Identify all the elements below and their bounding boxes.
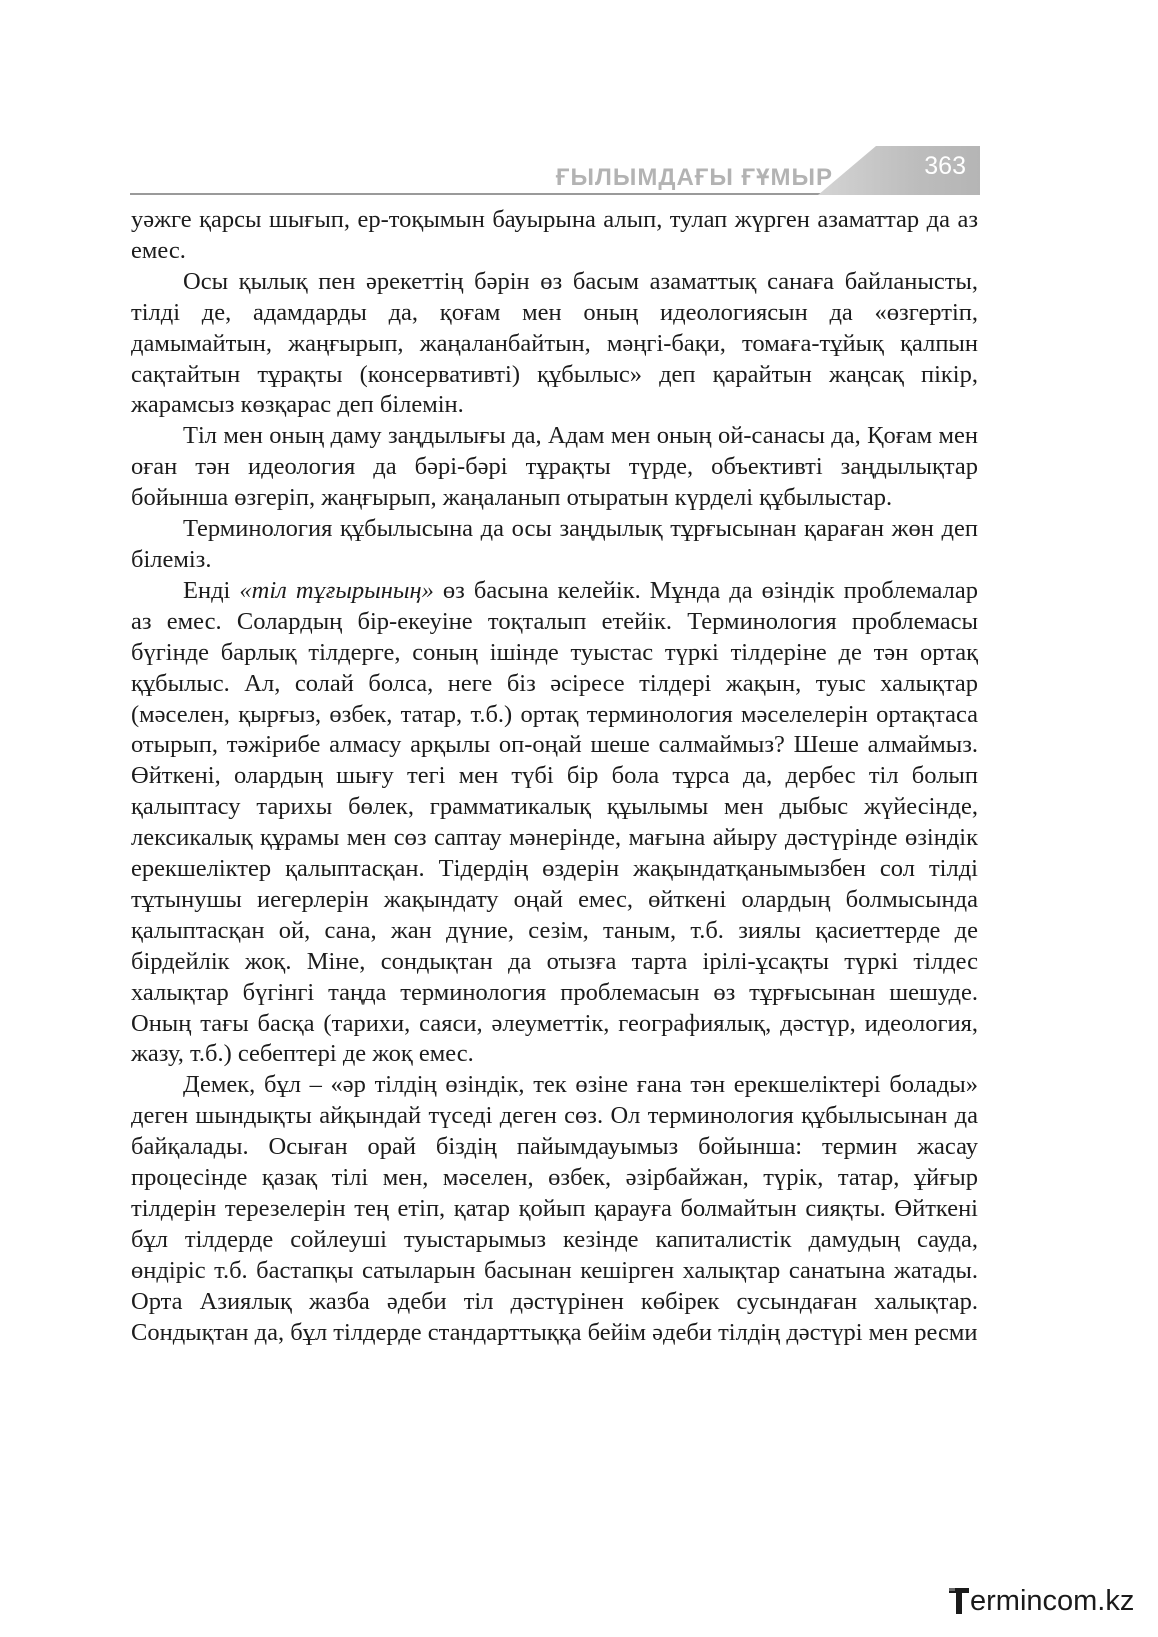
paragraph-1: уәжге қарсы шығып, ер-тоқымын бауырына алып, тулап жүрген азаматтар да аз емес.: [131, 206, 978, 264]
paragraph-5-rest: өз басына келейік. Мұнда да өзіндік проблемалар аз емес. Солардың бір-екеуіне тоқталып етейік. Терминология проблемасы бүгінде барлық тілдерге, соның ішінде туыстас түркі тілдеріне де тән ортақ құбылыс. Ал, солай болса, неге біз әсіресе тілдері жақын, туыс халықтар (мәселен, қырғыз, өзбек, татар, т.б.) ортақ терминология мәселелерін ортақтаса отырып, тәжірибе алмасу арқылы оп-оңай шеше салмаймыз? Шеше алмаймыз. Өйткені, олардың шығу тегі мен түбі бір бола тұрса да, дербес тіл болып қалыптасу тарихы бөлек, грамматикалық құылымы мен дыбыс жүйесінде, лексикалық құрамы мен сөз саптау мәнерінде, мағына айыру дәстүрінде өзіндік ерекшеліктер қалыптасқан. Тідердің өздерін жақындатқанымызбен сол тілді тұтынушы иегерлерін жақындату оңай емес, өйткені олардың болмысында қалыптасқан ой, сана, жан дүние, сезім, таным, т.б. зиялы қасиеттерде де бірдейлік жоқ. Міне, сондықтан да отызға тарта ірілі-ұсақты түркі тілдес халықтар бүгінгі таңда терминология проблемасын өз тұрғысынан шешуде. Оның тағы басқа (тарихи, саяси, әлеуметтік, географиялық, дәстүр, идеология, жазу, т.б.) себептері де жоқ емес.: [131, 576, 978, 1068]
t-letter-logo-icon: [948, 1586, 970, 1624]
body-text: [131, 205, 978, 1349]
paragraph-4: Терминология құбылысына да осы заңдылық тұрғысынан қараған жөн деп білеміз.: [131, 515, 978, 573]
watermark-text: ermincom.kz: [970, 1585, 1135, 1617]
page-number: 363: [924, 152, 966, 180]
site-watermark: [948, 1585, 1134, 1625]
paragraph-5: [131, 576, 978, 1071]
running-head-title: ҒЫЛЫМДАҒЫ ҒҰМЫР: [555, 164, 833, 191]
paragraph-3: Тіл мен оның даму заңдылығы да, Адам мен оның ой-санасы да, Қоғам мен оған тән идеология да бәрі-бәрі тұрақты түрде, объективті заңдылықтар бойынша өзгеріп, жаңғырып, жаңаланып отыратын күрделі құбылыстар.: [131, 422, 978, 512]
italic-quote: «тіл тұғырының»: [239, 576, 434, 604]
paragraph-2: Осы қылық пен әрекеттің бәрін өз басым азаматтық санаға байланысты, тілді де, адамдарды да, қоғам мен оның идеологиясын да «өзгертіп, дамымайтын, жаңғырып, жаңаланбайтын, мәңгі-бақи, томаға-тұйық қалпын сақтайтын тұрақты (консервативті) құбылыс» деп қарайтын жаңсақ пікір, жарамсыз көзқарас деп білемін.: [131, 267, 978, 419]
page-header: [130, 146, 978, 198]
paragraph-6: Демек, бұл – «әр тілдің өзіндік, тек өзіне ғана тән ерекшеліктері болады» деген шындықты айқындай түседі деген сөз. Ол терминология құбылысынан да байқалады. Осыған орай біздің пайымдауымыз бойынша: термин жасау процесінде қазақ тілі мен, мәселен, өзбек, әзірбайжан, түрік, татар, ұйғыр тілдерін терезелерін тең етіп, қатар қойып қарауға болмайтын сияқты. Өйткені бұл тілдерде сойлеуші туыстарымыз кезінде капиталистік дамудың сауда, өндіріс т.б. бастапқы сатыларын басынан кешірген халықтар санатына жатады. Орта Азиялық жазба әдеби тіл дәстүрінен көбірек сусындаған халықтар. Сондықтан да, бұл тілдерде стандарттыққа бейім әдеби тілдің дәстүрі мен ресми: [131, 1071, 978, 1346]
paragraph-5-start: Енді: [183, 576, 240, 604]
